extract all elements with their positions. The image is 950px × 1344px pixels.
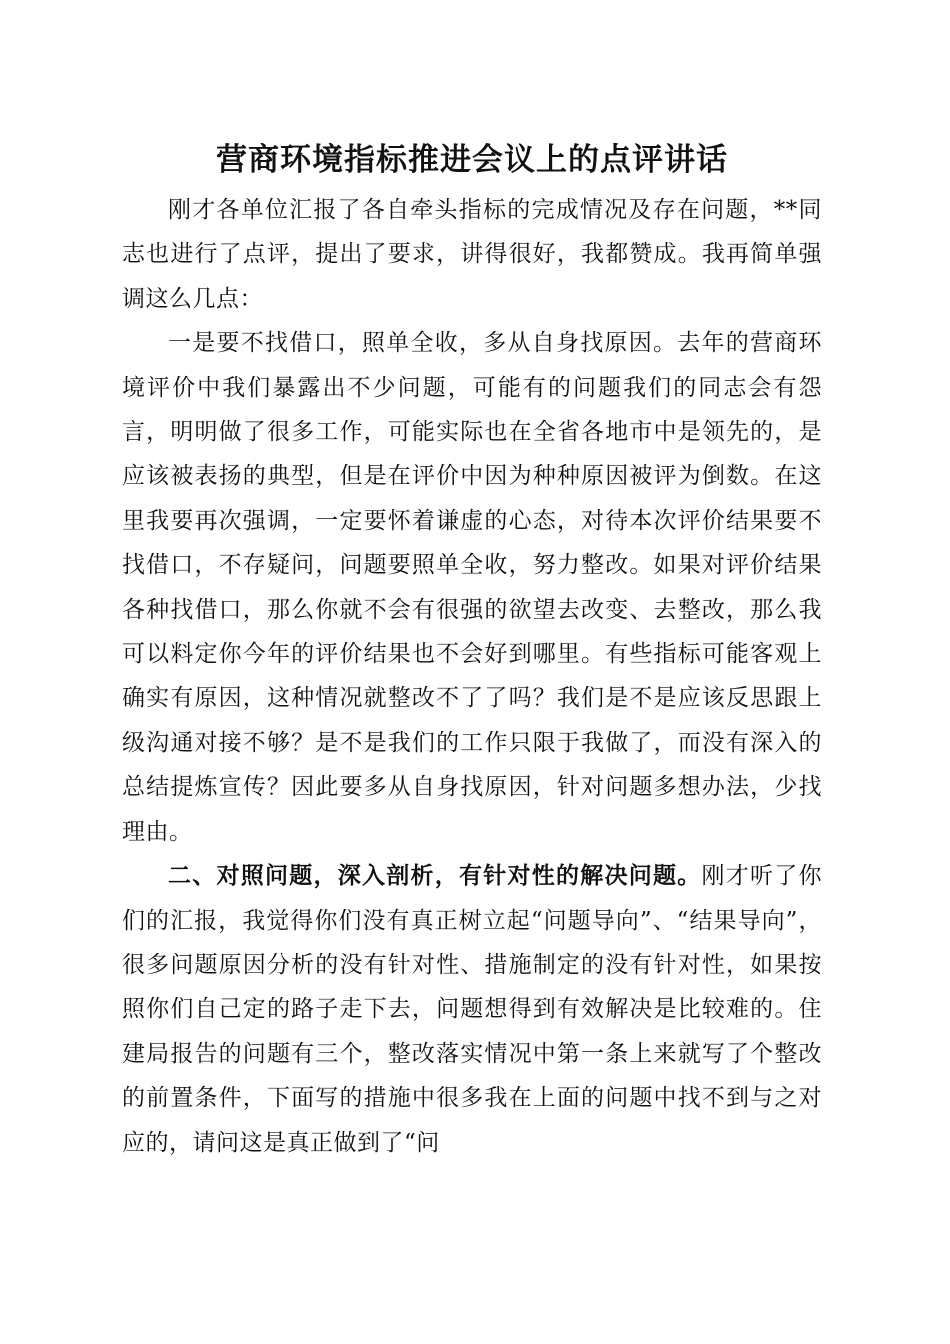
paragraph-point-two-text: 刚才听了你们的汇报，我觉得你们没有真正树立起“问题导向”、“结果导向”，很多问题原因分析的没有针对性、措施制定的没有针对性，如果按照你们自己定的路子走下去，问题想得到有效解决是比较难的。住建局报告的问题有三个，整改落实情况中第一条上来就写了个整改的前置条件，下面写的措施中很多我在上面的问题中找不到与之对应的，请问这是真正做到了“问	[122, 863, 822, 1156]
paragraph-point-two	[122, 854, 822, 1165]
paragraph-point-one	[122, 321, 822, 854]
paragraph-intro-text: 刚才各单位汇报了各自牵头指标的完成情况及存在问题，**同志也进行了点评，提出了要求，讲得很好，我都赞成。我再简单强调这么几点：	[122, 197, 822, 312]
paragraph-point-one-heading: 一是要不找借口，照单全收，多从自身找原因。	[168, 330, 678, 357]
paragraph-point-one-text: 去年的营商环境评价中我们暴露出不少问题，可能有的问题我们的同志会有怨言，明明做了很多工作，可能实际也在全省各地市中是领先的，是应该被表扬的典型，但是在评价中因为种种原因被评为倒数。在这里我要再次强调，一定要怀着谦虚的心态，对待本次评价结果要不找借口，不存疑问，问题要照单全收，努力整改。如果对评价结果各种找借口，那么你就不会有很强的欲望去改变、去整改，那么我可以料定你今年的评价结果也不会好到哪里。有些指标可能客观上确实有原因，这种情况就整改不了了吗？我们是不是应该反思跟上级沟通对接不够？是不是我们的工作只限于我做了，而没有深入的总结提炼宣传？因此要多从自身找原因，针对问题多想办法，少找理由。	[122, 330, 822, 845]
paragraph-point-two-heading: 二、对照问题，深入剖析，有针对性的解决问题。	[168, 862, 702, 890]
paragraph-intro	[122, 188, 822, 321]
document-title: 营商环境指标推进会议上的点评讲话	[216, 142, 728, 178]
document-page	[122, 132, 822, 1165]
